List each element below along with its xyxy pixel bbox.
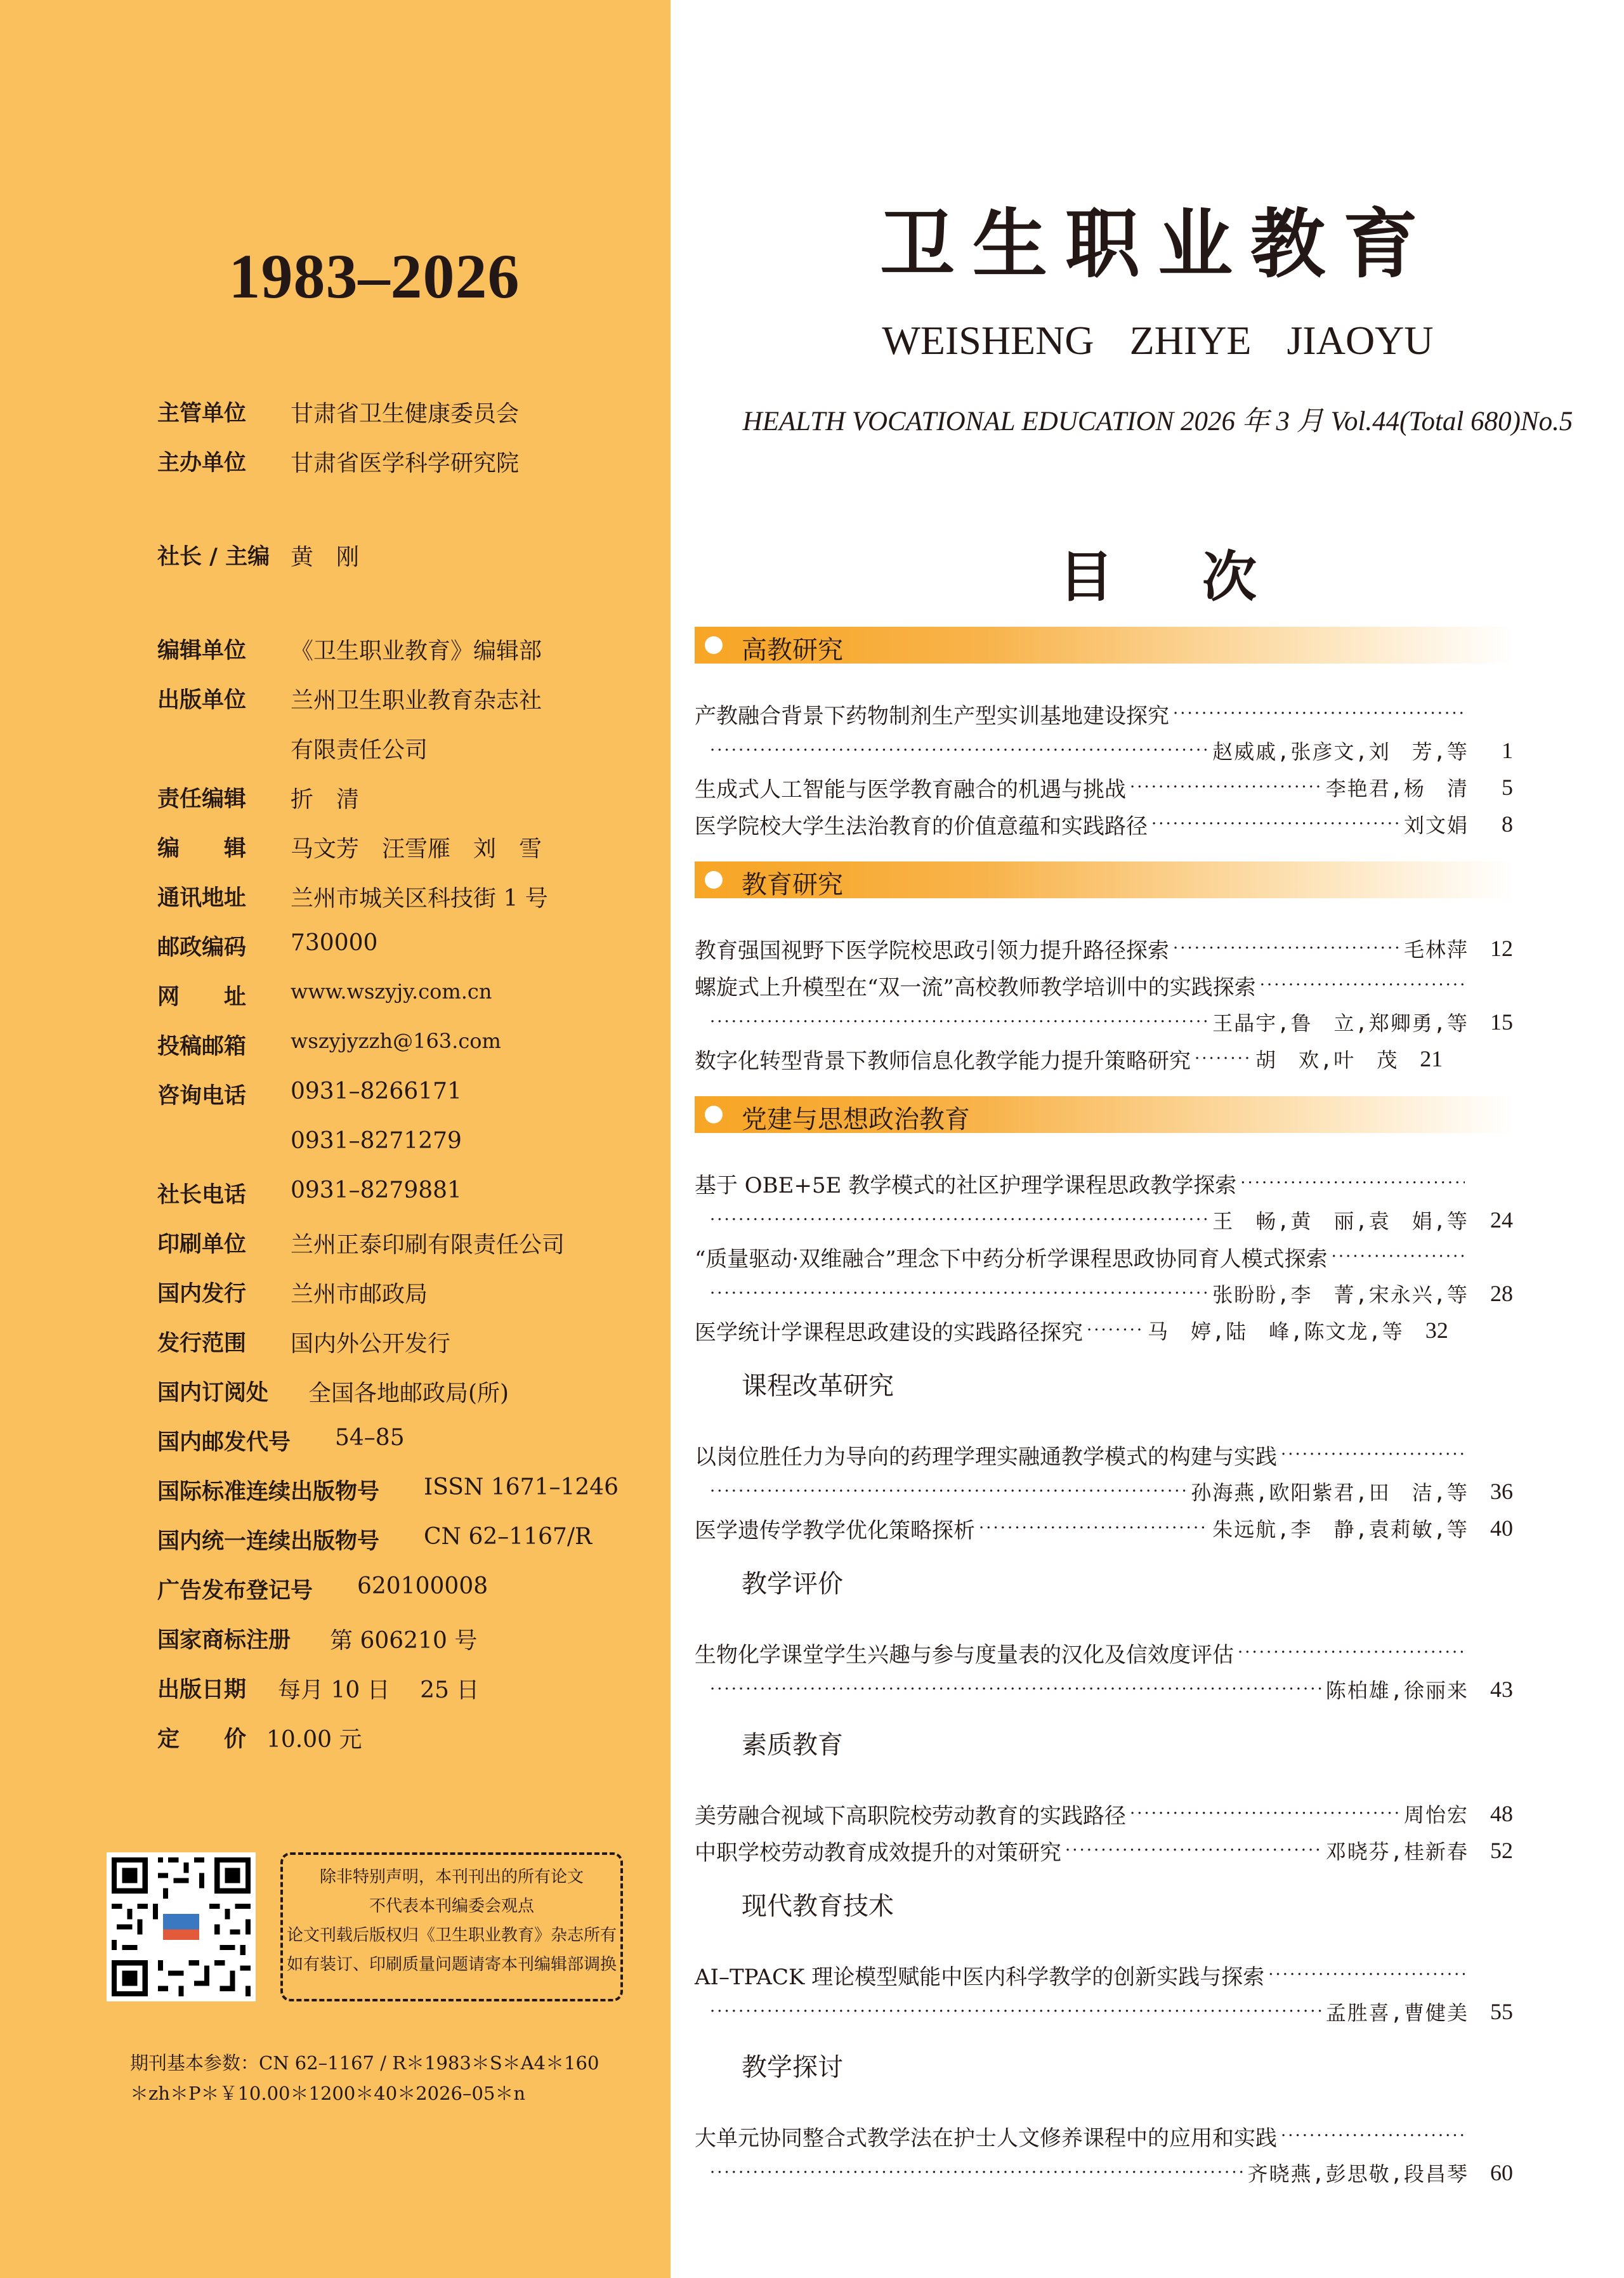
journal-title-en: HEALTH VOCATIONAL EDUCATION 2026 年 3 月 Vol.44(Total 680)No.5 (742, 407, 1573, 436)
info-value: ISSN 1671–1246 (424, 1474, 619, 1500)
article-title: AI–TPACK 理论模型赋能中医内科学教学的创新实践与探索 (695, 1964, 1265, 1990)
notice-line: 不代表本刊编委会观点 (369, 1897, 534, 1916)
basic-params-line: 期刊基本参数：CN 62–1167 / R＊1983＊S＊A4＊160 (130, 2052, 599, 2074)
article-authors: 李艳君,杨 清 (1325, 776, 1469, 801)
section-title: 党建与思想政治教育 (742, 1105, 970, 1134)
info-value: 10.00 元 (266, 1727, 362, 1753)
section-title: 高教研究 (742, 636, 843, 665)
info-row-postcode (157, 922, 665, 972)
info-row-postal-code-no (157, 1417, 665, 1467)
info-label: 主管单位 (157, 401, 247, 426)
toc-entry[interactable] (695, 1956, 1513, 2030)
bullet-icon (705, 1106, 723, 1123)
section-header (695, 627, 1513, 664)
notice-line: 如有装订、印刷质量问题请寄本刊编辑部调换 (286, 1955, 617, 1974)
article-title: 教育强国视野下医学院校思政引领力提升路径探索 (695, 938, 1169, 964)
website-link[interactable]: www.wszyjy.com.cn (291, 979, 492, 1004)
page-number: 5 (1502, 775, 1513, 800)
section-header (695, 1096, 1513, 1133)
info-label: 责任编辑 (157, 787, 247, 812)
article-title: 医学遗传学教学优化策略探析 (695, 1517, 975, 1543)
article-authors: 马 婷,陆 峰,陈文龙,等 (1148, 1319, 1404, 1344)
page-number: 24 (1490, 1207, 1513, 1233)
article-authors: 周怡宏 (1403, 1803, 1469, 1827)
article-title: 大单元协同整合式教学法在护士人文修养课程中的应用和实践 (695, 2125, 1277, 2151)
info-label: 广告发布登记号 (157, 1578, 313, 1604)
toc-entry[interactable] (695, 2118, 1513, 2191)
page-number: 36 (1490, 1479, 1513, 1504)
info-row-director-phone (157, 1170, 665, 1219)
article-authors: 孟胜喜,曹健美 (1325, 2001, 1469, 2025)
info-label: 编辑单位 (157, 638, 247, 664)
article-title: 医学院校大学生法治教育的价值意蕴和实践路径 (695, 813, 1148, 839)
info-value: 马文芳 汪雪雁 刘 雪 (291, 836, 542, 862)
info-value: 折 清 (291, 787, 360, 813)
info-row-publisher-cont (157, 724, 665, 774)
info-label: 定 价 (157, 1727, 247, 1752)
page-number: 15 (1490, 1009, 1513, 1035)
article-title: 以岗位胜任力为导向的药理学理实融通教学模式的构建与实践 (695, 1444, 1277, 1470)
article-authors: 张盼盼,李 菁,宋永兴,等 (1212, 1283, 1469, 1307)
article-authors: 陈柏雄,徐丽来 (1325, 1679, 1469, 1703)
info-row-issn (157, 1467, 665, 1516)
toc-entry[interactable] (695, 1165, 1513, 1238)
notice-line: 除非特别声明，本刊刊出的所有论文 (319, 1868, 584, 1887)
page-number: 21 (1420, 1046, 1443, 1071)
info-label: 社长电话 (157, 1182, 247, 1208)
article-title: 生物化学课堂学生兴趣与参与度量表的汉化及信效度评估 (695, 1642, 1234, 1668)
toc-entry[interactable] (695, 695, 1513, 769)
masthead-info (157, 388, 665, 1764)
article-authors: 齐晓燕,彭思敬,段昌琴 (1247, 2162, 1469, 2186)
article-title: 中职学校劳动教育成效提升的对策研究 (695, 1840, 1061, 1866)
info-row-publisher (157, 675, 665, 724)
copyright-notice (280, 1852, 623, 2001)
toc-entry[interactable] (695, 1795, 1513, 1832)
info-value: 全国各地邮政局(所) (308, 1380, 509, 1406)
basic-parameters (130, 2048, 650, 2109)
toc-entry[interactable] (695, 930, 1513, 967)
qr-code[interactable] (107, 1852, 256, 2001)
info-label: 国内统一连续出版物号 (157, 1529, 380, 1554)
page-number: 60 (1490, 2160, 1513, 2185)
info-value: 每月 10 日 25 日 (278, 1677, 480, 1703)
info-value: 甘肃省医学科学研究院 (291, 450, 520, 476)
toc-entry[interactable] (695, 1634, 1513, 1708)
info-label: 出版单位 (157, 688, 247, 713)
article-title: 医学统计学课程思政建设的实践路径探究 (695, 1319, 1083, 1345)
article-authors: 朱远航,李 静,袁莉敏,等 (1212, 1517, 1469, 1542)
info-label: 国家商标注册 (157, 1628, 291, 1653)
section-title: 教学评价 (742, 1569, 843, 1599)
info-row-printer (157, 1219, 665, 1269)
publication-years: 1983–2026 (228, 241, 520, 311)
section-header (695, 861, 1513, 898)
info-value: 黄 刚 (291, 544, 360, 570)
toc-entry[interactable] (695, 769, 1513, 806)
info-value: 0931–8266171 (291, 1078, 462, 1104)
article-authors: 胡 欢,叶 茂 (1255, 1048, 1399, 1072)
article-authors: 刘文娟 (1403, 813, 1469, 837)
article-title: 基于 OBE+5E 教学模式的社区护理学课程思政教学探索 (695, 1172, 1237, 1198)
page-number: 32 (1425, 1318, 1448, 1343)
article-title: 产教融合背景下药物制剂生产型实训基地建设探究 (695, 703, 1169, 729)
info-row-address (157, 873, 665, 922)
toc-entry[interactable] (695, 1040, 1513, 1077)
article-authors: 赵威戚,张彦文,刘 芳,等 (1212, 740, 1469, 764)
article-title: 螺旋式上升模型在“双一流”高校教师教学培训中的实践探索 (695, 974, 1256, 1000)
toc-entry[interactable] (695, 1510, 1513, 1547)
info-row-ad-license (157, 1566, 665, 1615)
info-value: 兰州卫生职业教育杂志社 (291, 688, 542, 714)
page-number: 12 (1490, 936, 1513, 961)
info-row-subscription (157, 1368, 665, 1417)
info-label: 出版日期 (157, 1677, 247, 1703)
left-info-panel (0, 0, 671, 2278)
info-label: 国际标准连续出版物号 (157, 1479, 380, 1505)
article-title: 美劳融合视域下高职院校劳动教育的实践路径 (695, 1803, 1126, 1829)
page-number: 40 (1490, 1515, 1513, 1541)
basic-params-line: ＊zh＊P＊￥10.00＊1200＊40＊2026–05＊n (130, 2083, 526, 2104)
toc-entry[interactable] (695, 1832, 1513, 1869)
info-row-competent-unit (157, 388, 665, 438)
bullet-icon (705, 636, 723, 654)
info-row-consult-phone (157, 1071, 665, 1120)
info-value: 有限责任公司 (291, 737, 428, 763)
notice-line: 论文刊载后版权归《卫生职业教育》杂志所有 (286, 1926, 617, 1945)
article-authors: 孙海燕,欧阳紫君,田 洁,等 (1191, 1481, 1469, 1505)
page-number: 52 (1490, 1838, 1513, 1863)
info-label: 主办单位 (157, 450, 247, 476)
section-title: 课程改革研究 (742, 1371, 894, 1401)
toc-entry[interactable] (695, 806, 1513, 842)
article-authors: 王晶宇,鲁 立,郑卿勇,等 (1212, 1011, 1469, 1035)
info-row-consult-phone-cont (157, 1120, 665, 1170)
info-row-price (157, 1714, 665, 1764)
section-title: 教学探讨 (742, 2053, 843, 2082)
email-link[interactable]: wszyjyzzh@163.com (291, 1029, 501, 1053)
page-number: 48 (1490, 1801, 1513, 1826)
info-value: 甘肃省卫生健康委员会 (291, 401, 520, 427)
journal-title-cn: 卫生职业教育 (879, 200, 1436, 288)
article-authors: 王 畅,黄 丽,袁 娟,等 (1212, 1209, 1469, 1233)
info-row-distribution-scope (157, 1318, 665, 1368)
info-label: 咨询电话 (157, 1083, 247, 1109)
info-row-editorial-unit (157, 625, 665, 675)
info-label: 编 辑 (157, 836, 247, 861)
article-title: 生成式人工智能与医学教育融合的机遇与挑战 (695, 776, 1126, 802)
info-row-website (157, 972, 665, 1021)
info-label: 发行范围 (157, 1331, 247, 1356)
bullet-icon (705, 871, 723, 889)
info-row-responsible-editor (157, 774, 665, 823)
toc-entry[interactable] (695, 1312, 1513, 1349)
info-row-director-editor (157, 532, 665, 581)
info-row-pub-date (157, 1665, 665, 1714)
page-number: 8 (1502, 811, 1513, 837)
journal-title-pinyin: WEISHENG ZHIYE JIAOYU (882, 318, 1434, 363)
info-row-email (157, 1021, 665, 1071)
article-title: 数字化转型背景下教师信息化教学能力提升策略研究 (695, 1048, 1191, 1074)
section-title: 素质教育 (742, 1731, 843, 1760)
info-value: 0931–8271279 (291, 1128, 462, 1154)
toc-entry[interactable] (695, 1436, 1513, 1510)
info-value: CN 62–1167/R (424, 1524, 593, 1550)
info-label: 国内邮发代号 (157, 1430, 291, 1455)
info-value: 兰州市城关区科技街 1 号 (291, 886, 548, 912)
info-label: 投稿邮箱 (157, 1034, 247, 1059)
info-label: 国内发行 (157, 1281, 247, 1307)
info-row-trademark (157, 1615, 665, 1665)
article-title: “质量驱动·双维融合”理念下中药分析学课程思政协同育人模式探索 (695, 1246, 1328, 1272)
toc-entry[interactable] (695, 1238, 1513, 1312)
table-of-contents (695, 627, 1513, 2191)
info-label: 通讯地址 (157, 886, 247, 911)
page-number: 55 (1490, 1999, 1513, 2024)
page-number: 1 (1502, 738, 1513, 763)
info-label: 印刷单位 (157, 1232, 247, 1257)
info-value: 兰州市邮政局 (291, 1281, 428, 1307)
toc-entry[interactable] (695, 967, 1513, 1040)
info-label: 社长 / 主编 (157, 544, 270, 570)
qr-code-icon (107, 1852, 256, 2001)
article-authors: 毛林萍 (1403, 938, 1469, 962)
info-value: 54–85 (335, 1425, 405, 1451)
info-row-domestic-distribution (157, 1269, 665, 1318)
info-label: 网 址 (157, 985, 247, 1010)
section-title: 现代教育技术 (742, 1892, 894, 1921)
info-row-editors (157, 823, 665, 873)
info-label: 邮政编码 (157, 935, 247, 960)
info-row-sponsor (157, 438, 665, 487)
info-value: 620100008 (357, 1573, 488, 1599)
section-title: 教育研究 (742, 870, 843, 900)
info-value: 第 606210 号 (330, 1628, 478, 1654)
info-value: 0931–8279881 (291, 1177, 462, 1203)
info-label: 国内订阅处 (157, 1380, 269, 1406)
page-number: 43 (1490, 1677, 1513, 1702)
page-number: 28 (1490, 1281, 1513, 1306)
article-authors: 邓晓芬,桂新春 (1325, 1840, 1469, 1864)
info-value: 730000 (291, 930, 378, 956)
info-value: 国内外公开发行 (291, 1331, 451, 1357)
contents-heading: 目次 (1059, 545, 1346, 609)
info-value: 兰州正泰印刷有限责任公司 (291, 1232, 565, 1258)
info-row-cn (157, 1516, 665, 1566)
info-value: 《卫生职业教育》编辑部 (291, 638, 542, 664)
